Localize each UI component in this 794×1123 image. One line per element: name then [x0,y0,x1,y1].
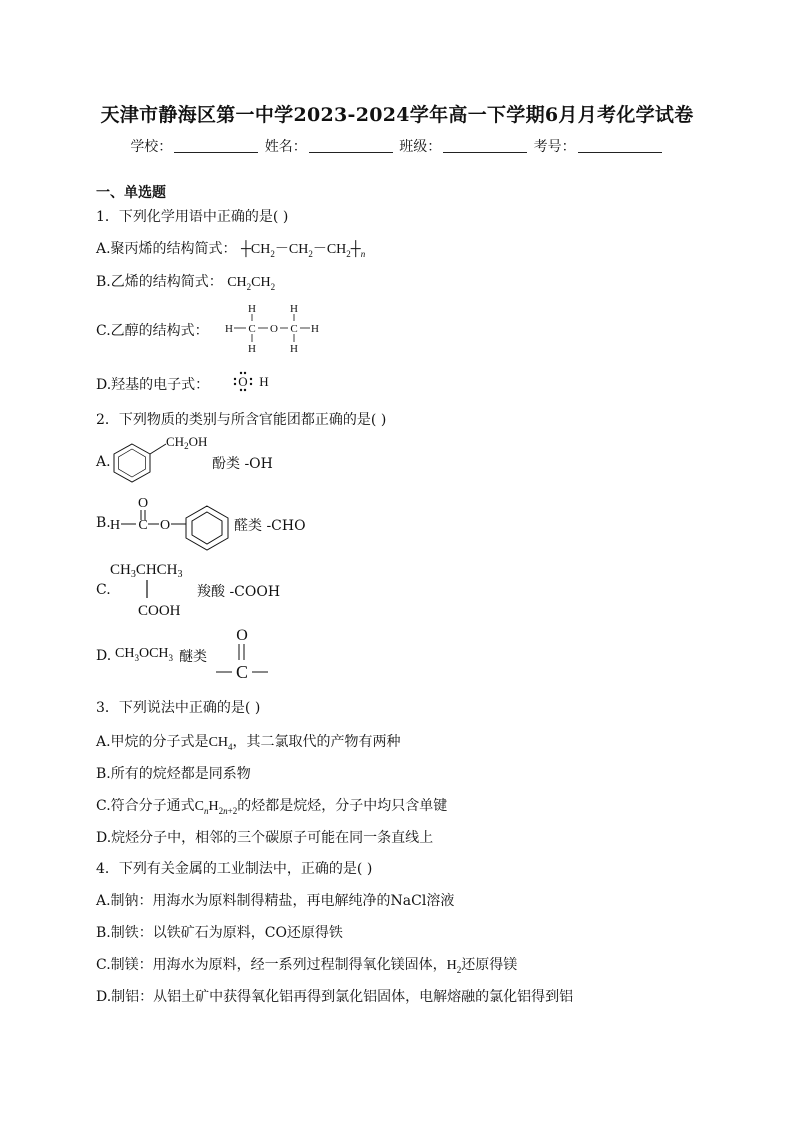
q3-option-c-prefix: C.符合分子通式 [96,798,195,814]
student-info-row [0,136,794,156]
svg-text:O: O [138,496,149,511]
q2-option-a-label: A. [96,454,111,470]
q4-option-c-prefix: C.制镁：用海水为原料，经一系列过程制得氧化镁固体， [96,957,447,973]
q3-option-a[interactable] [96,731,401,752]
dimethyl-ether-formula: $CH_3OCH_3$ [115,646,174,663]
q2-option-d-suffix: 醚类 [179,649,207,665]
phenyl-formate-structure [108,492,238,552]
polypropylene-formula: $┼CH_2-CH_2-CH_2┼_n$ [241,242,366,259]
q1-option-b-label: B.乙烯的结构简式： [96,274,223,290]
q3-option-a-prefix: A.甲烷的分子式是 [96,734,209,750]
ethanol-structure-diagram [222,302,326,354]
question-3-stem: 3．下列说法中正确的是( ) [96,700,261,716]
section-title: 一、单选题 [96,185,166,201]
class-label: 班级： [399,139,442,155]
svg-text:CH3CHCH3: $CH_3CHCH_3$ [110,562,183,580]
svg-text:COOH: COOH [138,603,181,619]
svg-text:H: H [225,323,233,335]
q2-option-c-suffix: 羧酸 -COOH [197,584,281,600]
svg-text:O: O [238,374,248,389]
svg-text:H: H [248,303,256,315]
q2-option-c-label: C. [96,582,111,598]
ethylene-formula: $CH_2CH_2$ [227,275,276,292]
q3-option-d[interactable]: D.烷烃分子中，相邻的三个碳原子可能在同一条直线上 [96,830,434,846]
svg-text:C: C [248,323,256,335]
isobutyric-acid-structure [108,560,208,620]
svg-text:C: C [138,518,148,533]
school-blank[interactable] [174,138,258,153]
page-title: 天津市静海区第一中学2023-2024学年高一下学期6月月考化学试卷 [100,104,694,126]
exam-number-label: 考号： [533,139,576,155]
svg-text:H: H [290,303,298,315]
q3-option-c-suffix: 的烃都是烷烃，分子中均只含单键 [237,798,448,814]
carbonyl-group-structure [214,624,270,682]
svg-text:CH2OH: $CH_2OH$ [166,434,208,451]
q2-option-b-suffix: 醛类 -CHO [234,518,306,534]
alkane-general-formula: $C_nH_{2n+2}$ [194,799,238,816]
q3-option-a-suffix: ，其二氯取代的产物有两种 [232,734,401,750]
exam-number-blank[interactable] [578,138,662,153]
q4-option-c-suffix: 还原得镁 [461,957,518,973]
svg-text:C: C [290,323,298,335]
q2-option-a-suffix: 酚类 -OH [212,456,273,472]
q4-option-d[interactable]: D.制铝：从铝土矿中获得氧化铝再得到氯化铝固体，电解熔融的氯化铝得到铝 [96,989,574,1005]
q1-option-d-label: D.羟基的电子式： [96,377,210,393]
name-blank[interactable] [309,138,393,153]
svg-text:O: O [270,323,278,335]
q1-option-b[interactable] [96,271,275,292]
q4-option-b[interactable]: B.制铁：以铁矿石为原料，CO还原得铁 [96,925,343,941]
q1-option-a[interactable] [96,238,365,259]
svg-text:H: H [311,323,319,335]
q4-option-a[interactable]: A.制钠：用海水为原料制得精盐，再电解纯净的NaCl溶液 [96,893,455,909]
q1-option-c-label: C.乙醇的结构式： [96,323,209,339]
q2-option-b-label: B. [96,515,111,531]
svg-text:C: C [235,662,249,682]
q2-option-d-label: D. [96,648,112,664]
svg-text:O: O [236,627,248,644]
svg-text:H: H [248,343,256,354]
q1-option-a-label: A.聚丙烯的结构简式： [96,241,237,257]
svg-text:O: O [160,518,171,533]
q3-option-c[interactable] [96,795,447,816]
svg-text:H: H [290,343,298,354]
methane-formula: $CH_4$ [208,735,233,752]
name-label: 姓名： [264,139,307,155]
q3-option-b[interactable]: B.所有的烷烃都是同系物 [96,766,251,782]
question-1-stem: 1．下列化学用语中正确的是( ) [96,209,289,225]
q4-option-c[interactable] [96,954,517,975]
hydroxyl-electron-dot-diagram [232,370,272,392]
question-2-stem: 2．下列物质的类别与所含官能团都正确的是( ) [96,412,387,428]
svg-text:H: H [110,518,121,533]
benzyl-alcohol-structure [106,432,216,484]
class-blank[interactable] [443,138,527,153]
svg-text:H: H [259,374,269,389]
school-label: 学校： [130,139,173,155]
hydrogen-formula: $H_2$ [446,958,462,975]
question-4-stem: 4．下列有关金属的工业制法中，正确的是( ) [96,861,373,877]
